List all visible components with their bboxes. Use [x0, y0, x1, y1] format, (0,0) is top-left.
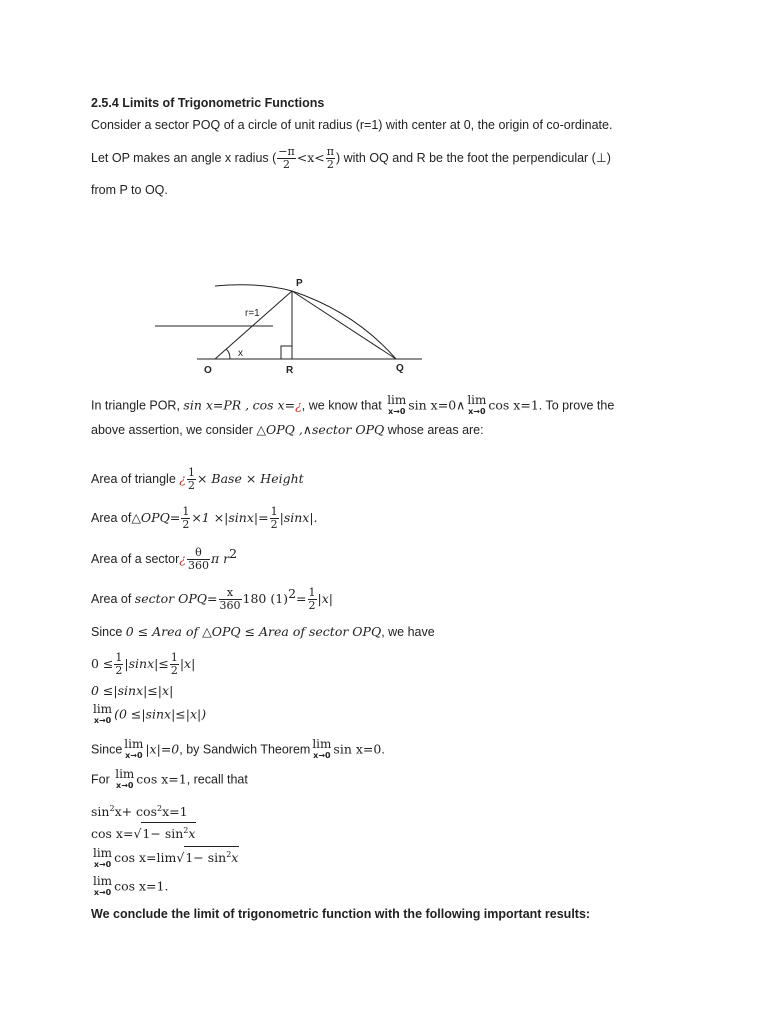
fraction-theta-360: [187, 547, 210, 572]
fraction-pi-over-2: [326, 146, 335, 171]
lim-sub: x→0: [125, 751, 143, 760]
inequality: <x<: [296, 149, 325, 165]
math: cos x=: [91, 826, 134, 842]
math: △OPQ=: [131, 509, 181, 525]
frac-den: 360: [219, 599, 241, 613]
superscript: 2: [109, 804, 115, 813]
for-line: [91, 769, 248, 791]
intro-text: ) with OQ and R be the foot the perpendicular (⊥): [335, 150, 611, 165]
section-heading: 2.5.4 Limits of Trigonometric Functions: [91, 96, 325, 110]
limit: [115, 769, 134, 791]
math: 1− sin: [142, 826, 184, 842]
intro-line-1: Consider a sector POQ of a circle of unit radius (r=1) with center at 0, the origin of co-ordinate.: [91, 118, 613, 132]
fraction-half: [170, 652, 179, 677]
intro-line-3: from P to OQ.: [91, 183, 168, 197]
math: sin: [91, 804, 110, 820]
fraction-x-360: [219, 587, 242, 612]
math-glyph: ¿: [179, 551, 186, 567]
text: , by Sandwich Theorem: [179, 742, 311, 757]
label-r: R: [286, 365, 294, 376]
frac-num: 1: [308, 586, 316, 600]
sqrt-icon: √: [176, 850, 185, 866]
label-p: P: [296, 278, 303, 289]
frac-num: 1: [270, 505, 278, 518]
frac-num: θ: [187, 547, 210, 560]
frac-den: 2: [270, 518, 278, 531]
math: ×1 ×|sinx|=: [191, 509, 269, 525]
frac-num: −π: [278, 145, 295, 158]
math: π r: [210, 551, 230, 567]
lim-word: lim: [115, 767, 135, 781]
chord-pq: [292, 291, 396, 359]
math: x: [188, 826, 196, 842]
area-triangle: [91, 467, 304, 492]
text: .: [381, 742, 385, 757]
frac-num: 1: [187, 466, 195, 479]
limit: [93, 876, 112, 898]
triangle-line-2: [91, 422, 484, 438]
math: =: [296, 591, 307, 607]
math-cosx: cos x=: [252, 397, 296, 413]
superscript: 2: [226, 850, 232, 859]
text: , we have: [381, 625, 435, 639]
text: Area of: [91, 592, 132, 607]
identity-4: [91, 876, 168, 898]
lim-word: lim: [312, 737, 332, 751]
math: cos x=1: [488, 397, 539, 413]
fraction-half: [270, 506, 279, 531]
conclusion: We conclude the limit of trigonometric function with the following important results:: [91, 907, 591, 921]
radicand: [141, 822, 196, 842]
radicand: [184, 846, 239, 866]
math: x: [231, 850, 239, 866]
text: above assertion, we consider: [91, 423, 253, 437]
since-line-1: [91, 624, 435, 640]
frac-den: 2: [182, 518, 190, 531]
text: For: [91, 772, 110, 787]
math: |x|: [179, 655, 196, 671]
identity-3: [91, 846, 239, 870]
math: x=1: [162, 804, 188, 820]
math-sinx: sin x=PR ,: [183, 397, 250, 413]
math: sin x=0∧: [408, 397, 466, 413]
frac-den: 2: [283, 158, 291, 171]
superscript: 2: [288, 586, 297, 601]
fraction-neg-pi-over-2: [277, 146, 295, 171]
label-o: O: [204, 365, 212, 376]
frac-num: 1: [182, 505, 190, 518]
triangle-line-1: [91, 395, 614, 417]
limit: [124, 739, 143, 761]
label-radius: r=1: [245, 308, 260, 319]
math-glyph: ¿: [295, 397, 302, 413]
identity-1: [91, 801, 188, 820]
math: .: [164, 878, 169, 894]
inequality-2: 0 ≤|sinx|≤|x|: [91, 683, 174, 698]
frac-den: 2: [115, 664, 123, 677]
frac-num: π: [326, 145, 334, 158]
intro-line-2: [91, 146, 611, 171]
frac-num: 1: [170, 651, 178, 664]
math: 180 (1: [242, 591, 284, 607]
math: 0 ≤: [91, 655, 114, 671]
lim-word: lim: [93, 874, 113, 888]
limit: [387, 395, 406, 417]
superscript: 2: [229, 546, 238, 561]
lim-sub: x→0: [93, 859, 112, 869]
area-sector: [91, 546, 237, 572]
inequality-3: [91, 704, 206, 726]
lim-word: lim: [93, 845, 113, 860]
limit: [467, 395, 486, 417]
math: |sinx|≤: [124, 655, 169, 671]
fraction-half: [308, 587, 317, 612]
math: |sinx|.: [279, 509, 318, 525]
text: In triangle POR,: [91, 398, 180, 413]
math: ): [283, 591, 289, 607]
frac-num: x: [219, 587, 242, 600]
math-glyph: ¿: [179, 470, 186, 486]
fraction-half: [114, 652, 123, 677]
math: × Base × Height: [196, 470, 304, 486]
limit: [93, 704, 112, 726]
math: 1− sin: [185, 850, 227, 866]
frac-den: 2: [326, 158, 334, 171]
math: cos x=1: [114, 878, 165, 894]
limit: [312, 739, 331, 761]
math: sin x=0: [333, 741, 382, 757]
text: Area of triangle: [91, 471, 176, 486]
lim-sub: x→0: [93, 716, 112, 725]
lim-word: lim: [93, 702, 113, 716]
sqrt-icon: √: [133, 826, 142, 842]
lim-sub: x→0: [93, 888, 112, 897]
label-angle-x: x: [238, 348, 243, 359]
identity-2: [91, 822, 196, 842]
text: Area of: [91, 510, 132, 525]
math: 0 ≤ Area of △OPQ ≤ Area of sector OPQ: [125, 624, 382, 639]
text: . To prove the: [538, 398, 615, 413]
fraction-half: [181, 506, 190, 531]
math: sector OPQ=: [134, 591, 218, 607]
frac-den: 2: [308, 599, 316, 613]
math: cos x=lim: [114, 850, 177, 866]
frac-num: 1: [115, 651, 123, 664]
frac-den: 360: [187, 559, 209, 573]
area-opq: [91, 506, 318, 531]
lim-sub: x→0: [313, 751, 331, 760]
text: whose areas are:: [387, 423, 484, 437]
intro-text: Let OP makes an angle x radius (: [91, 150, 277, 165]
label-q: Q: [396, 363, 404, 374]
math: (0 ≤|sinx|≤|x|): [114, 706, 207, 722]
lim-sub: x→0: [116, 781, 134, 790]
frac-den: 2: [170, 664, 178, 677]
superscript: 2: [157, 804, 163, 813]
right-angle-mark: [281, 346, 292, 359]
area-sector-opq: [91, 586, 333, 612]
inequality-1: [91, 652, 195, 677]
lim-word: lim: [124, 737, 144, 751]
limit: [93, 845, 113, 870]
lim-word: lim: [467, 393, 487, 407]
math: |x|=0: [145, 741, 180, 757]
superscript: 2: [183, 826, 189, 835]
math: |x|: [317, 591, 333, 607]
math: x+ cos: [114, 804, 158, 820]
since-line-2: [91, 739, 385, 761]
lim-word: lim: [387, 393, 407, 407]
text: , recall that: [186, 772, 248, 787]
frac-den: 2: [187, 479, 195, 492]
math: △OPQ ,∧sector OPQ: [256, 422, 385, 437]
text: Since: [91, 625, 123, 639]
sector-diagram: [150, 272, 440, 377]
math: cos x=1: [136, 771, 187, 787]
lim-sub: x→0: [468, 407, 486, 416]
text: Since: [91, 742, 123, 757]
angle-arc: [226, 349, 230, 359]
text: Area of a sector: [91, 552, 180, 567]
lim-sub: x→0: [388, 407, 406, 416]
fraction-half: [187, 467, 196, 492]
text: , we know that: [301, 398, 382, 413]
